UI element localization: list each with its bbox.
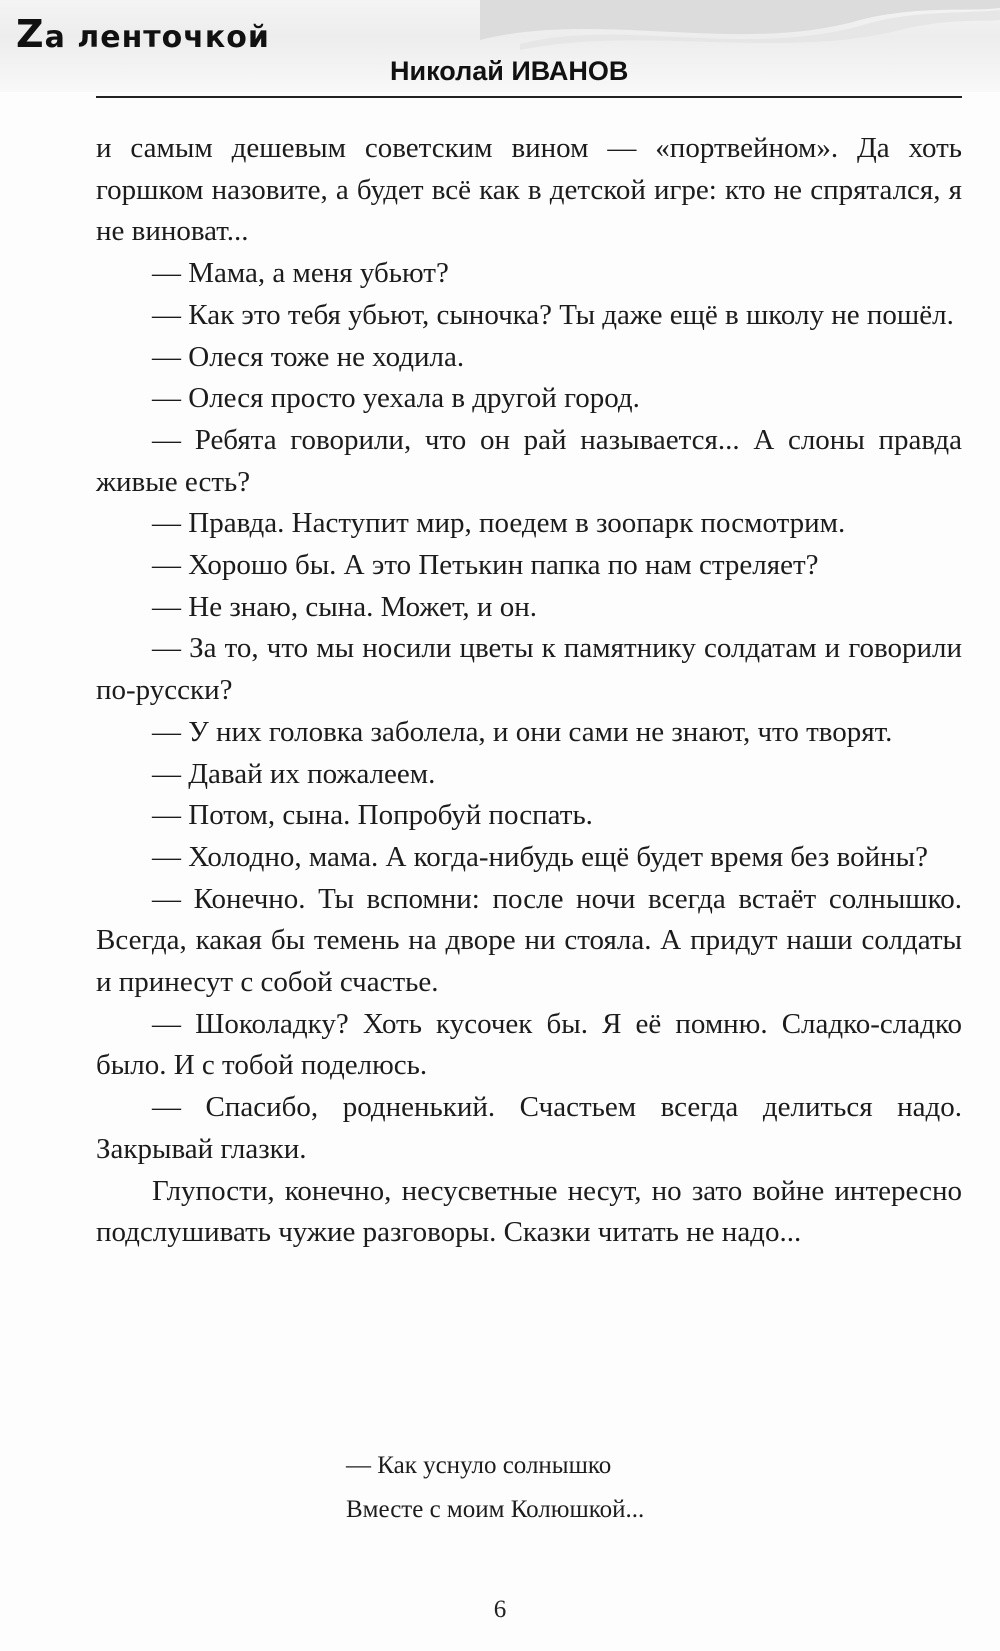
paragraph: — Как это тебя убьют, сыночка? Ты даже ещё в школу не пошёл.: [152, 298, 954, 331]
series-title-rest: а ленточкой: [44, 20, 270, 55]
paragraph: — Олеся просто уехала в другой город.: [152, 382, 640, 415]
header-band: [0, 0, 1000, 92]
paragraph: — За то, что мы носили цветы к памятнику солдатам и говорили по-русски?: [96, 632, 962, 707]
paragraph: — Олеся тоже не ходила.: [152, 340, 465, 373]
paragraph: — Конечно. Ты вспомни: после ночи всегда встаёт солнышко. Всегда, какая бы темень на дворе ни стояла. А придут наши солдаты и принесут с собой счастье.: [96, 882, 962, 999]
paragraph: — Правда. Наступит мир, поедем в зоопарк посмотрим.: [152, 507, 846, 540]
paragraph: — Мама, а меня убьют?: [152, 257, 449, 290]
paragraph: — Шоколадку? Хоть кусочек бы. Я её помню. Сладко-сладко было. И с тобой поделюсь.: [96, 1007, 962, 1082]
paragraph: — Потом, сына. Попробуй поспать.: [152, 799, 593, 832]
verse-line: — Как уснуло солнышко: [346, 1452, 612, 1479]
paragraph: и самым дешевым советским вином — «портвейном». Да хоть горшком назовите, а будет всё как в детской игре: кто не спрятался, я не виноват...: [96, 132, 962, 248]
paragraph: — Спасибо, родненький. Счастьем всегда делиться надо. Закрывай глазки.: [96, 1091, 962, 1165]
body-text: [96, 128, 962, 1254]
paragraph: — Хорошо бы. А это Петькин папка по нам стреляет?: [152, 549, 819, 582]
paragraph: — Холодно, мама. А когда-нибудь ещё будет время без войны?: [152, 840, 928, 873]
header-decorative-wave: [480, 0, 1000, 60]
verse-line: Вместе с моим Колюшкой...: [346, 1496, 645, 1523]
paragraph: — Ребята говорили, что он рай называется... А слоны правда живые есть?: [96, 423, 962, 498]
paragraph: — У них головка заболела, и они сами не знают, что творят.: [152, 715, 893, 748]
paragraph: Глупости, конечно, несусветные несут, но зато войне интересно подслушивать чужие разговоры. Сказки читать не надо...: [96, 1174, 962, 1249]
verse-epigraph: [346, 1444, 644, 1532]
header-divider: [96, 96, 962, 98]
series-title-initial: Z: [16, 12, 45, 56]
paragraph: — Не знаю, сына. Может, и он.: [152, 590, 537, 623]
page-number: 6: [493, 1596, 507, 1623]
author-name: Николай ИВАНОВ: [390, 56, 629, 86]
paragraph: — Давай их пожалеем.: [152, 757, 436, 790]
series-title: [16, 12, 270, 56]
